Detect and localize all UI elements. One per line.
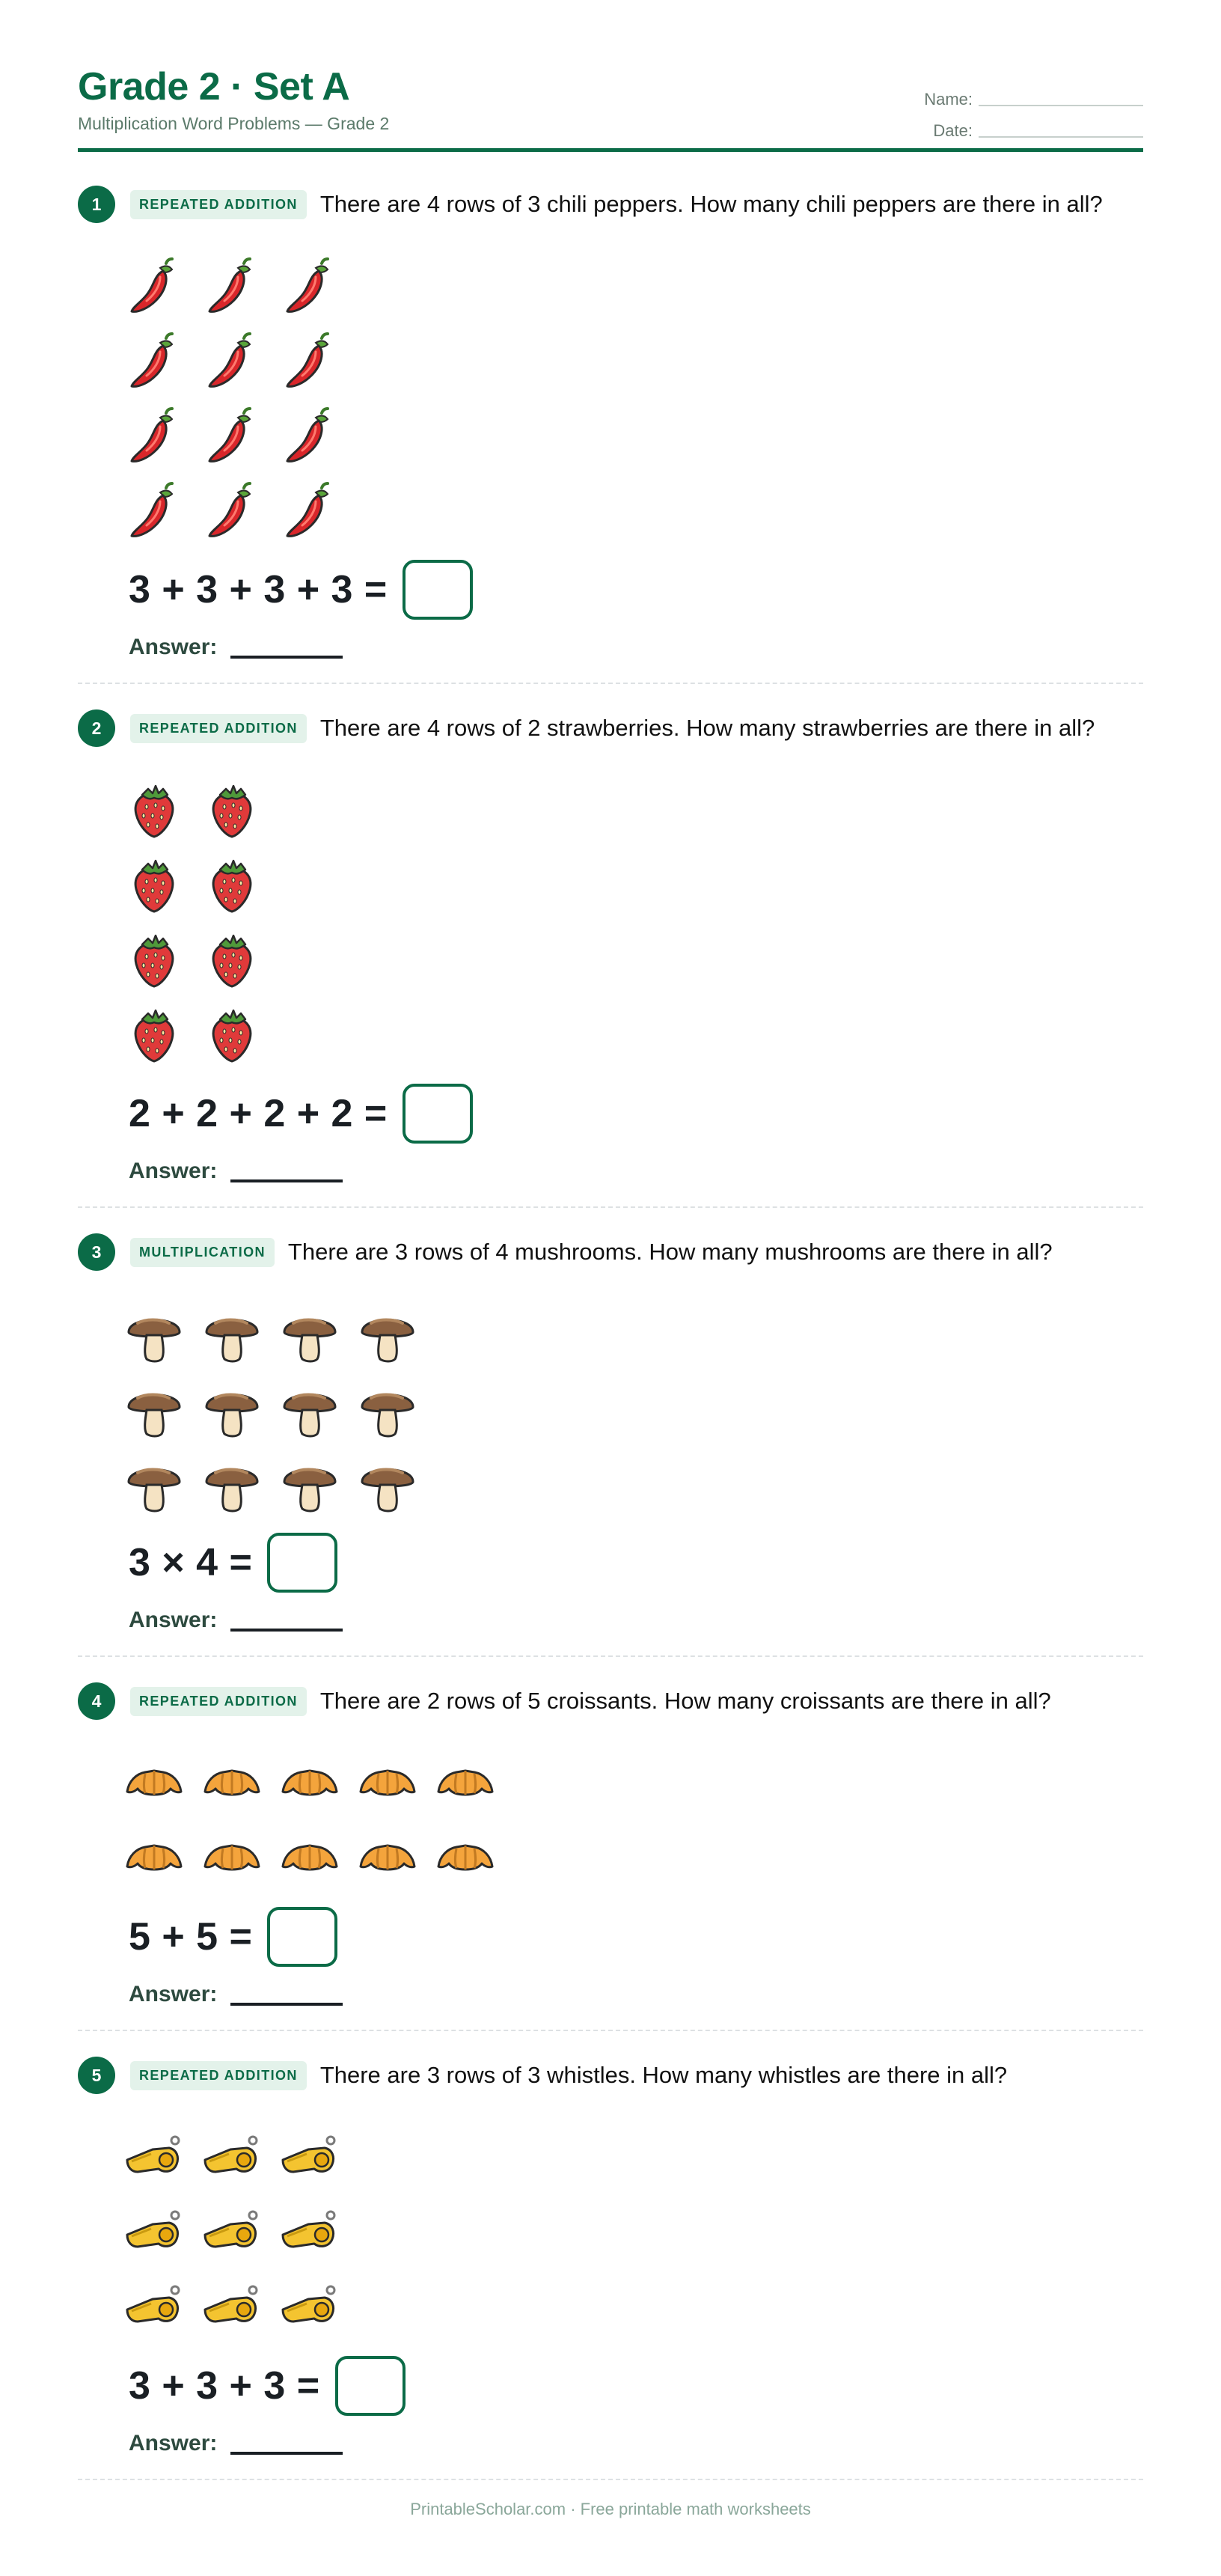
date-line[interactable] (979, 136, 1143, 138)
problem-type-tag: REPEATED ADDITION (130, 190, 307, 219)
answer-line[interactable] (230, 1179, 343, 1182)
question-row (78, 2057, 1007, 2094)
whistle-icon (278, 2200, 341, 2263)
answer-row (129, 1982, 343, 2007)
date-label: Date: (933, 121, 973, 140)
mushroom-icon (201, 1302, 263, 1365)
strawberry-icon (123, 778, 186, 841)
question-row (78, 709, 1095, 747)
chili-pepper-icon (201, 404, 263, 467)
croissant-icon (434, 1751, 497, 1814)
answer-box[interactable] (267, 1907, 337, 1967)
chili-pepper-icon (201, 254, 263, 317)
chili-pepper-icon (278, 254, 341, 317)
mushroom-icon (123, 1452, 186, 1515)
mushroom-icon (201, 1452, 263, 1515)
question-row (78, 1682, 1051, 1720)
strawberry-icon (201, 928, 263, 991)
problem-divider (78, 683, 1143, 684)
whistle-icon (201, 2125, 263, 2188)
header-rule (78, 148, 1143, 152)
answer-label: Answer: (129, 635, 218, 659)
whistle-icon (123, 2200, 186, 2263)
equation-text: 5 + 5 = (129, 1915, 253, 1959)
chili-pepper-icon (123, 404, 186, 467)
problem-1 (78, 186, 1143, 680)
name-line[interactable] (979, 105, 1143, 106)
problem-type-tag: REPEATED ADDITION (130, 714, 307, 743)
page-title: Grade 2 · Set A (78, 65, 350, 109)
chili-pepper-icon (278, 479, 341, 542)
mushroom-icon (278, 1302, 341, 1365)
answer-box[interactable] (267, 1533, 337, 1593)
chili-pepper-icon (278, 404, 341, 467)
whistle-icon (201, 2275, 263, 2338)
question-number: 5 (78, 2057, 115, 2094)
equation-text: 3 × 4 = (129, 1541, 253, 1584)
question-number: 4 (78, 1682, 115, 1720)
question-text: There are 4 rows of 2 strawberries. How many strawberries are there in all? (319, 715, 1095, 741)
question-row (78, 1233, 1053, 1271)
croissant-icon (356, 1826, 419, 1889)
croissant-icon (434, 1826, 497, 1889)
answer-row (129, 635, 343, 660)
question-text: There are 3 rows of 4 mushrooms. How many mushrooms are there in all? (287, 1239, 1053, 1265)
chili-pepper-icon (201, 479, 263, 542)
problem-divider (78, 1655, 1143, 1657)
mushroom-icon (356, 1302, 419, 1365)
whistle-icon (123, 2125, 186, 2188)
strawberry-icon (201, 778, 263, 841)
question-text: There are 4 rows of 3 chili peppers. How many chili peppers are there in all? (319, 191, 1103, 217)
croissant-icon (278, 1751, 341, 1814)
footer-text: PrintableScholar.com · Free printable math worksheets (410, 2500, 811, 2518)
equation-text: 3 + 3 + 3 + 3 = (129, 568, 388, 611)
answer-line[interactable] (230, 656, 343, 659)
answer-box[interactable] (403, 560, 473, 620)
problem-3 (78, 1233, 1143, 1652)
equation-text: 3 + 3 + 3 = (129, 2364, 320, 2408)
croissant-icon (123, 1826, 186, 1889)
answer-label: Answer: (129, 2431, 218, 2456)
strawberry-icon (123, 1003, 186, 1066)
strawberry-icon (201, 1003, 263, 1066)
problem-type-tag: REPEATED ADDITION (130, 2061, 307, 2090)
croissant-icon (201, 1826, 263, 1889)
equation-text: 2 + 2 + 2 + 2 = (129, 1092, 388, 1135)
equation (129, 1907, 337, 1967)
answer-line[interactable] (230, 2452, 343, 2455)
problem-divider (78, 2030, 1143, 2031)
answer-box[interactable] (335, 2356, 406, 2416)
question-row (78, 186, 1103, 223)
equation (129, 1084, 473, 1144)
page-subtitle: Multiplication Word Problems — Grade 2 (78, 114, 390, 133)
chili-pepper-icon (123, 329, 186, 392)
question-number: 3 (78, 1233, 115, 1271)
question-text: There are 3 rows of 3 whistles. How many whistles are there in all? (319, 2062, 1008, 2088)
strawberry-icon (123, 928, 186, 991)
answer-box[interactable] (403, 1084, 473, 1144)
mushroom-icon (278, 1377, 341, 1440)
question-number: 1 (78, 186, 115, 223)
whistle-icon (123, 2275, 186, 2338)
problem-2 (78, 709, 1143, 1203)
equation (129, 560, 473, 620)
whistle-icon (201, 2200, 263, 2263)
problem-divider (78, 1206, 1143, 1208)
answer-row (129, 1159, 343, 1184)
problem-type-tag: MULTIPLICATION (130, 1238, 275, 1267)
equation (129, 1533, 337, 1593)
question-number: 2 (78, 709, 115, 747)
name-field[interactable] (874, 78, 1143, 109)
answer-label: Answer: (129, 1159, 218, 1183)
chili-pepper-icon (123, 479, 186, 542)
strawberry-icon (123, 853, 186, 916)
croissant-icon (201, 1751, 263, 1814)
mushroom-icon (356, 1452, 419, 1515)
worksheet-header (78, 64, 1143, 154)
problem-5 (78, 2057, 1143, 2476)
chili-pepper-icon (278, 329, 341, 392)
answer-label: Answer: (129, 1608, 218, 1632)
croissant-icon (123, 1751, 186, 1814)
name-label: Name: (924, 90, 973, 109)
answer-label: Answer: (129, 1982, 218, 2006)
problem-divider (78, 2479, 1143, 2480)
mushroom-icon (201, 1377, 263, 1440)
mushroom-icon (278, 1452, 341, 1515)
answer-line[interactable] (230, 2003, 343, 2006)
problem-4 (78, 1682, 1143, 2027)
chili-pepper-icon (123, 254, 186, 317)
answer-line[interactable] (230, 1629, 343, 1632)
question-text: There are 2 rows of 5 croissants. How many croissants are there in all? (319, 1688, 1051, 1714)
mushroom-icon (356, 1377, 419, 1440)
answer-row (129, 2431, 343, 2456)
mushroom-icon (123, 1377, 186, 1440)
name-date-fields (874, 78, 1143, 141)
equation (129, 2356, 406, 2416)
whistle-icon (278, 2125, 341, 2188)
mushroom-icon (123, 1302, 186, 1365)
croissant-icon (278, 1826, 341, 1889)
answer-row (129, 1608, 343, 1633)
chili-pepper-icon (201, 329, 263, 392)
problem-type-tag: REPEATED ADDITION (130, 1687, 307, 1716)
strawberry-icon (201, 853, 263, 916)
whistle-icon (278, 2275, 341, 2338)
croissant-icon (356, 1751, 419, 1814)
date-field[interactable] (874, 109, 1143, 141)
